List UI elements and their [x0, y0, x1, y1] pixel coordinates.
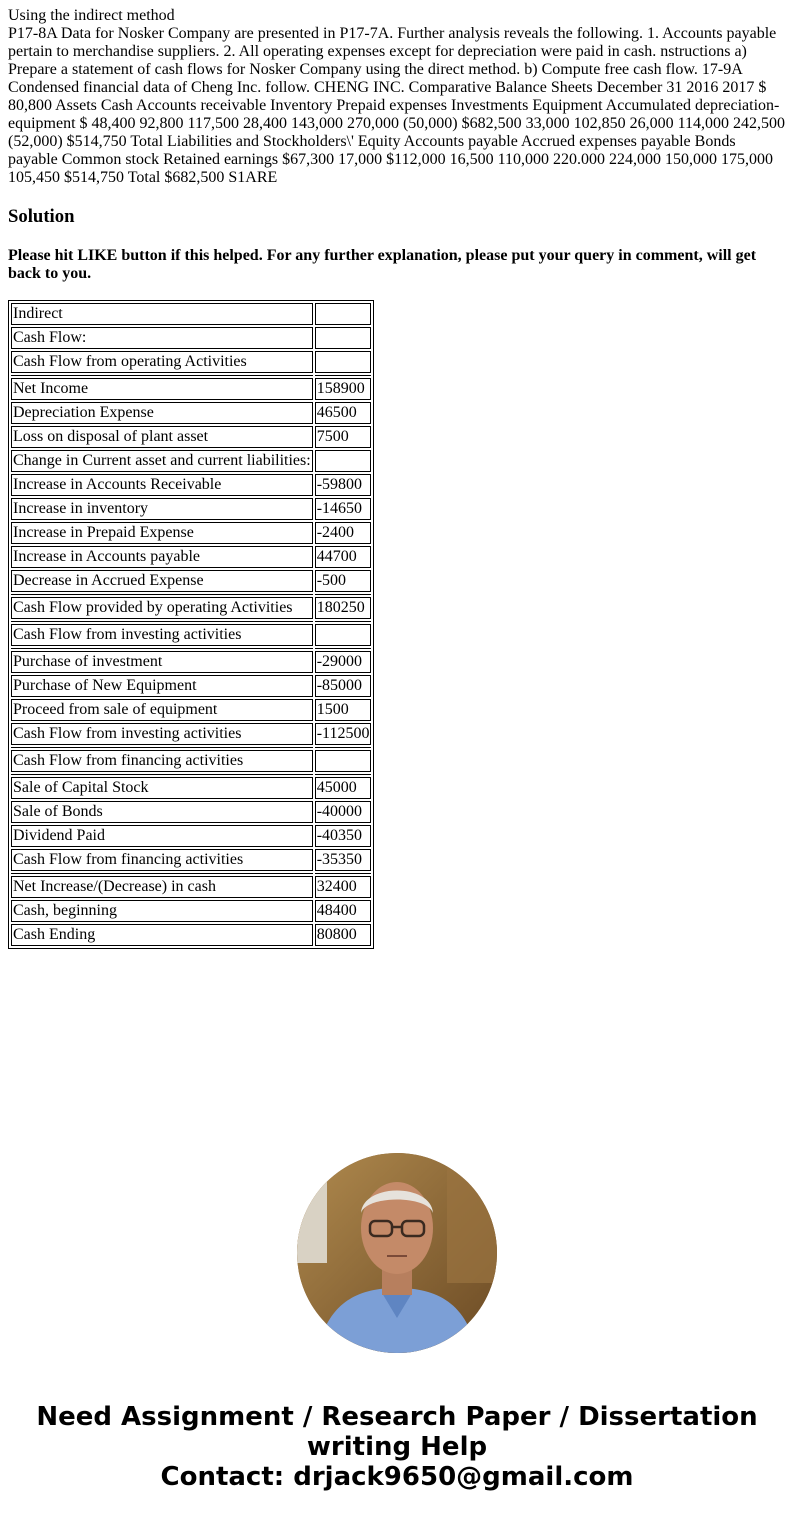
row-label: Cash Flow from financing activities — [11, 849, 313, 871]
row-separator — [11, 594, 371, 595]
row-label: Cash Flow from investing activities — [11, 723, 313, 745]
table-row — [11, 723, 371, 745]
row-value: -14650 — [315, 498, 372, 520]
row-value: 45000 — [315, 777, 372, 799]
row-value: -40350 — [315, 825, 372, 847]
row-label: Depreciation Expense — [11, 402, 313, 424]
row-separator — [11, 648, 371, 649]
row-value: -40000 — [315, 801, 372, 823]
row-value: 158900 — [315, 378, 372, 400]
promo-footer — [0, 1402, 794, 1492]
footer-contact[interactable]: Contact: drjack9650@gmail.com — [160, 1462, 634, 1492]
row-label: Proceed from sale of equipment — [11, 699, 313, 721]
footer-line-2: writing Help — [306, 1432, 488, 1462]
table-row — [11, 378, 371, 400]
row-label: Increase in inventory — [11, 498, 313, 520]
row-label: Cash Flow provided by operating Activities — [11, 597, 313, 619]
row-label: Cash Flow from financing activities — [11, 750, 313, 772]
row-label: Cash Flow from investing activities — [11, 624, 313, 646]
table-row — [11, 351, 371, 373]
row-value: 80800 — [315, 924, 372, 946]
row-label: Sale of Bonds — [11, 801, 313, 823]
row-value — [315, 351, 372, 373]
table-row — [11, 498, 371, 520]
row-label: Cash Flow from operating Activities — [11, 351, 313, 373]
table-row — [11, 825, 371, 847]
row-label: Increase in Accounts Receivable — [11, 474, 313, 496]
row-value: -500 — [315, 570, 372, 592]
row-separator — [11, 873, 371, 874]
table-row — [11, 900, 371, 922]
row-value: -59800 — [315, 474, 372, 496]
row-value — [315, 450, 372, 472]
table-row — [11, 426, 371, 448]
table-row — [11, 450, 371, 472]
author-portrait-image — [297, 1153, 497, 1353]
row-separator — [11, 375, 371, 376]
row-value: -85000 — [315, 675, 372, 697]
table-row — [11, 570, 371, 592]
table-row — [11, 546, 371, 568]
row-value — [315, 624, 372, 646]
row-label: Loss on disposal of plant asset — [11, 426, 313, 448]
row-value — [315, 303, 372, 325]
row-label: Increase in Prepaid Expense — [11, 522, 313, 544]
cash-flow-table — [8, 300, 374, 949]
row-value: 180250 — [315, 597, 372, 619]
row-label: Indirect — [11, 303, 313, 325]
table-row — [11, 675, 371, 697]
row-value: -35350 — [315, 849, 372, 871]
row-value: 48400 — [315, 900, 372, 922]
row-label: Decrease in Accrued Expense — [11, 570, 313, 592]
row-label: Increase in Accounts payable — [11, 546, 313, 568]
table-row — [11, 801, 371, 823]
question-body: P17-8A Data for Nosker Company are presented in P17-7A. Further analysis reveals the following. 1. Accounts payable pertain to merchandise suppliers. 2. All operating expenses except for depreciation were paid in cash. nstructions a) Prepare a statement of cash flows for Nosker Company using the direct method. b) Compute free cash flow. 17-9A Condensed financial data of Cheng Inc. follow. CHENG INC. Comparative Balance Sheets December 31 2016 2017 $ 80,800 Assets Cash Accounts receivable Inventory Prepaid expenses Investments Equipment Accumulated depreciation-equipment $ 48,400 92,800 117,500 28,400 143,000 270,000 (50,000) $682,500 33,000 102,850 26,000 114,000 242,500 (52,000) $514,750 Total Liabilities and Stockholders\' Equity Accounts payable Accrued expenses payable Bonds payable Common stock Retained earnings $67,300 17,000 $112,000 16,500 110,000 220.000 224,000 150,000 175,000 105,450 $514,750 Total $682,500 S1ARE — [8, 25, 786, 186]
like-hint: Please hit LIKE button if this helped. For any further explanation, please put your query in comment, will get back to you. — [8, 247, 757, 282]
row-label: Dividend Paid — [11, 825, 313, 847]
row-separator — [11, 747, 371, 748]
row-value: 46500 — [315, 402, 372, 424]
question-title: Using the indirect method — [8, 7, 175, 24]
row-label: Cash Flow: — [11, 327, 313, 349]
table-row — [11, 624, 371, 646]
row-label: Sale of Capital Stock — [11, 777, 313, 799]
table-row — [11, 777, 371, 799]
table-row — [11, 522, 371, 544]
row-label: Cash Ending — [11, 924, 313, 946]
solution-heading: Solution — [8, 206, 75, 227]
row-value — [315, 750, 372, 772]
row-value: -2400 — [315, 522, 372, 544]
row-value: -112500 — [315, 723, 372, 745]
table-row — [11, 924, 371, 946]
table-row — [11, 699, 371, 721]
row-value: 7500 — [315, 426, 372, 448]
row-value: 44700 — [315, 546, 372, 568]
table-row — [11, 750, 371, 772]
page-content — [8, 7, 788, 949]
row-label: Change in Current asset and current liabilities: — [11, 450, 313, 472]
table-row — [11, 597, 371, 619]
table-row — [11, 303, 371, 325]
table-row — [11, 327, 371, 349]
table-row — [11, 402, 371, 424]
author-avatar — [297, 1153, 497, 1353]
row-label: Cash, beginning — [11, 900, 313, 922]
row-value — [315, 327, 372, 349]
row-value: -29000 — [315, 651, 372, 673]
table-row — [11, 651, 371, 673]
footer-line-1: Need Assignment / Research Paper / Dissertation — [36, 1402, 758, 1432]
table-row — [11, 876, 371, 898]
row-separator — [11, 621, 371, 622]
table-row — [11, 849, 371, 871]
table-row — [11, 474, 371, 496]
row-label: Purchase of New Equipment — [11, 675, 313, 697]
row-label: Net Income — [11, 378, 313, 400]
row-label: Purchase of investment — [11, 651, 313, 673]
row-value: 32400 — [315, 876, 372, 898]
row-value: 1500 — [315, 699, 372, 721]
row-label: Net Increase/(Decrease) in cash — [11, 876, 313, 898]
row-separator — [11, 774, 371, 775]
